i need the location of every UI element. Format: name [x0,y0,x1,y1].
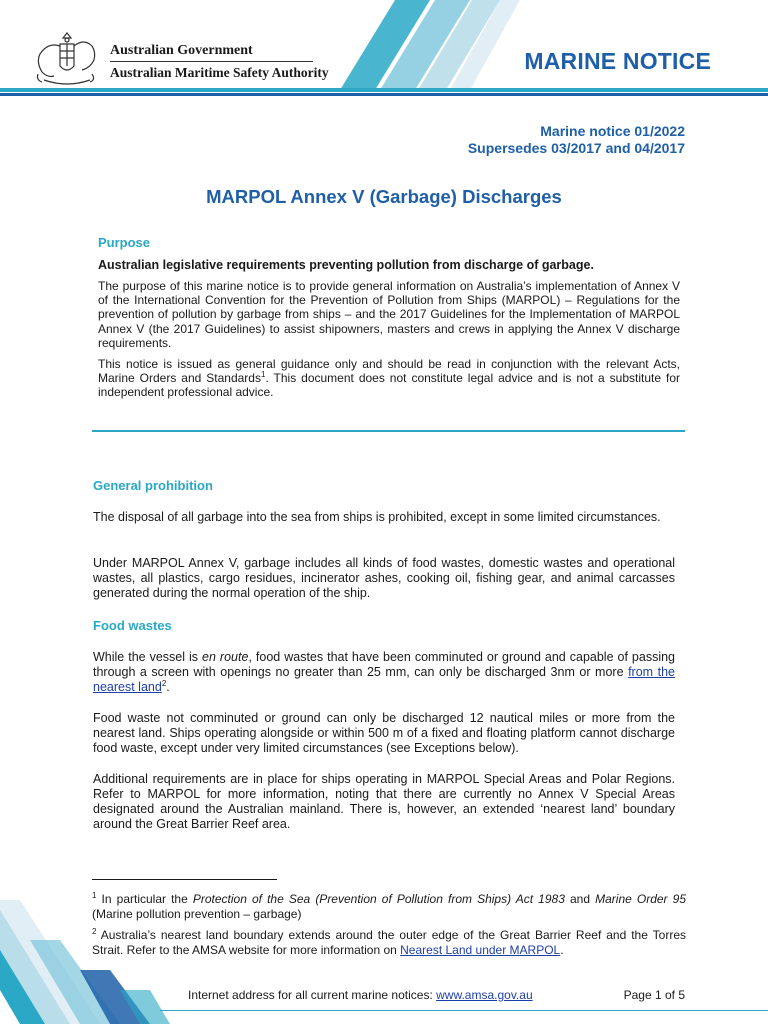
general-prohibition-heading: General prohibition [93,478,213,493]
footnote-2-text-a: Australia’s nearest land boundary extends around the outer edge of the Great Barrier Reef and the Torres Strait. Refer to the AMSA website for more information on [92,928,686,957]
header-bar-teal [0,88,768,92]
amsa-website-link[interactable]: www.amsa.gov.au [436,988,533,1002]
purpose-lead: Australian legislative requirements preventing pollution from discharge of garbage. [98,258,594,272]
food-wastes-paragraph-2: Food waste not comminuted or ground can only be discharged 12 nautical miles or more from the nearest land. Ships operating alongside or within 500 m of a fixed and floating platform cannot discharge food waste, except under very limited circumstances (see Exceptions below). [93,711,675,755]
general-prohibition-paragraph-2: Under MARPOL Annex V, garbage includes all kinds of food wastes, domestic wastes and operational wastes, all plastics, cargo residues, incinerator ashes, cooking oil, fishing gear, and animal carcasses generated during the normal operation of the ship. [93,556,675,600]
coat-of-arms-icon [30,30,104,88]
footer-stripes-graphic [0,900,200,1024]
page-header [0,0,768,98]
food-p1-text-c: . [166,680,170,694]
page-number: Page 1 of 5 [623,988,685,1002]
food-p1-text-b: , food wastes that have been comminuted or ground and capable of passing through a screen with openings no greater than 25 mm, can only be discharged 3nm or more [93,650,676,679]
section-divider [92,430,685,432]
nearest-land-marpol-link[interactable]: Nearest Land under MARPOL [400,942,561,957]
footnote-1-text-b: and [564,892,596,906]
header-bar-blue [0,93,768,96]
logo-divider [110,61,313,62]
supersedes-line: Supersedes 03/2017 and 04/2017 [467,140,685,156]
marine-notice-title: MARINE NOTICE [524,48,711,74]
footer-text [188,988,533,1002]
footnote-2-number: 2 [92,927,97,936]
purpose-p2-text-a: This notice is issued as general guidance only and should be read in conjunction with the relevant Acts, Marine Orders and Standards [98,357,680,386]
food-wastes-paragraph-1 [93,650,675,695]
footnote-divider [92,879,277,880]
general-prohibition-paragraph-1: The disposal of all garbage into the sea from ships is prohibited, except in some limited circumstances. [93,510,661,524]
purpose-paragraph-1: The purpose of this marine notice is to provide general information on Australia’s implementation of Annex V of the International Convention for the Prevention of Pollution from Ships (MARPOL) – Regulations for the prevention of pollution by garbage from ships – and the 2017 Guidelines for the Implementation of MARPOL Annex V (the 2017 Guidelines) to assist shipowners, masters and crews in applying the Annex V discharge requirements. [98,279,680,350]
footnote-ref-1[interactable]: 1 [260,370,266,380]
purpose-p2-text-b: . This document does not constitute legal advice and is not a substitute for independent professional advice. [98,371,680,400]
food-p1-emphasis: en route [202,650,249,664]
footnote-1-text-a: In particular the [96,892,193,906]
food-p1-text-a: While the vessel is [93,650,203,664]
footnote-1-order: Marine Order 95 [595,892,686,906]
agency-name: Australian Maritime Safety Authority [110,65,329,80]
food-wastes-heading: Food wastes [93,618,172,633]
document-title: MARPOL Annex V (Garbage) Discharges [206,186,562,207]
footnote-1-text-c: (Marine pollution prevention – garbage) [92,906,302,921]
nearest-land-link[interactable]: from the nearest land [93,665,675,694]
footnote-2-text-b: . [560,942,564,957]
footer-divider [160,1010,768,1011]
header-stripes-graphic [300,0,520,90]
footer-label: Internet address for all current marine notices: [188,988,437,1002]
food-wastes-paragraph-3: Additional requirements are in place for ships operating in MARPOL Special Areas and Polar Regions. Refer to MARPOL for more information, noting that there are currently no Annex V Special Areas designated around the Australian mainland. There is, however, an extended ‘nearest land’ boundary around the Great Barrier Reef area. [93,772,675,831]
notice-number: Marine notice 01/2022 [540,123,685,139]
footnote-ref-2[interactable]: 2 [161,678,167,688]
footnote-1-number: 1 [92,891,97,900]
footnote-1-act: Protection of the Sea (Prevention of Pollution from Ships) Act 1983 [192,892,565,906]
government-name: Australian Government [110,43,253,58]
purpose-paragraph-2 [98,357,680,400]
purpose-heading: Purpose [98,235,151,250]
